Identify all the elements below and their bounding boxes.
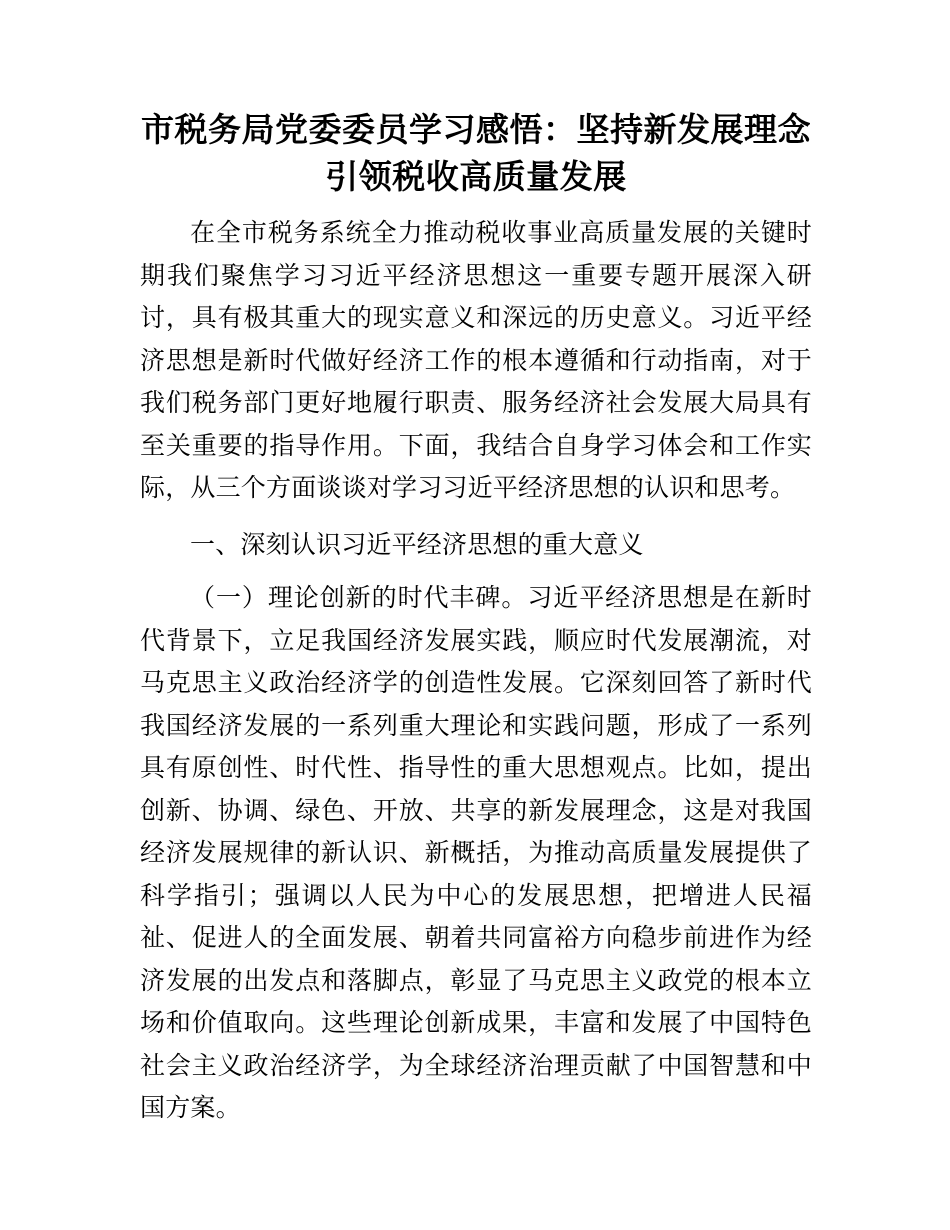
paragraph-intro: 在全市税务系统全力推动税收事业高质量发展的关键时期我们聚焦学习习近平经济思想这一重要专题开展深入研讨，具有极其重大的现实意义和深远的历史意义。习近平经济思想是新时代做好经济工作的根本遵循和行动指南，对于我们税务部门更好地履行职责、服务经济社会发展大局具有至关重要的指导作用。下面，我结合自身学习体会和工作实际，从三个方面谈谈对学习习近平经济思想的认识和思考。	[140, 219, 812, 502]
document-title	[140, 106, 812, 200]
document-title-line-2: 引领税收高质量发展	[325, 158, 627, 195]
section-heading-1: 一、深刻认识习近平经济思想的重大意义	[190, 530, 644, 559]
paragraph-section-1-item-1: （一）理论创新的时代丰碑。习近平经济思想是在新时代背景下，立足我国经济发展实践，顺应时代发展潮流，对马克思主义政治经济学的创造性发展。它深刻回答了新时代我国经济发展的一系列重大理论和实践问题，形成了一系列具有原创性、时代性、指导性的重大思想观点。比如，提出创新、协调、绿色、开放、共享的新发展理念，这是对我国经济发展规律的新认识、新概括，为推动高质量发展提供了科学指引；强调以人民为中心的发展思想，把增进人民福祉、促进人的全面发展、朝着共同富裕方向稳步前进作为经济发展的出发点和落脚点，彰显了马克思主义政党的根本立场和价值取向。这些理论创新成果，丰富和发展了中国特色社会主义政治经济学，为全球经济治理贡献了中国智慧和中国方案。	[140, 584, 812, 1122]
document-title-line-1: 市税务局党委委员学习感悟：坚持新发展理念	[141, 111, 811, 148]
